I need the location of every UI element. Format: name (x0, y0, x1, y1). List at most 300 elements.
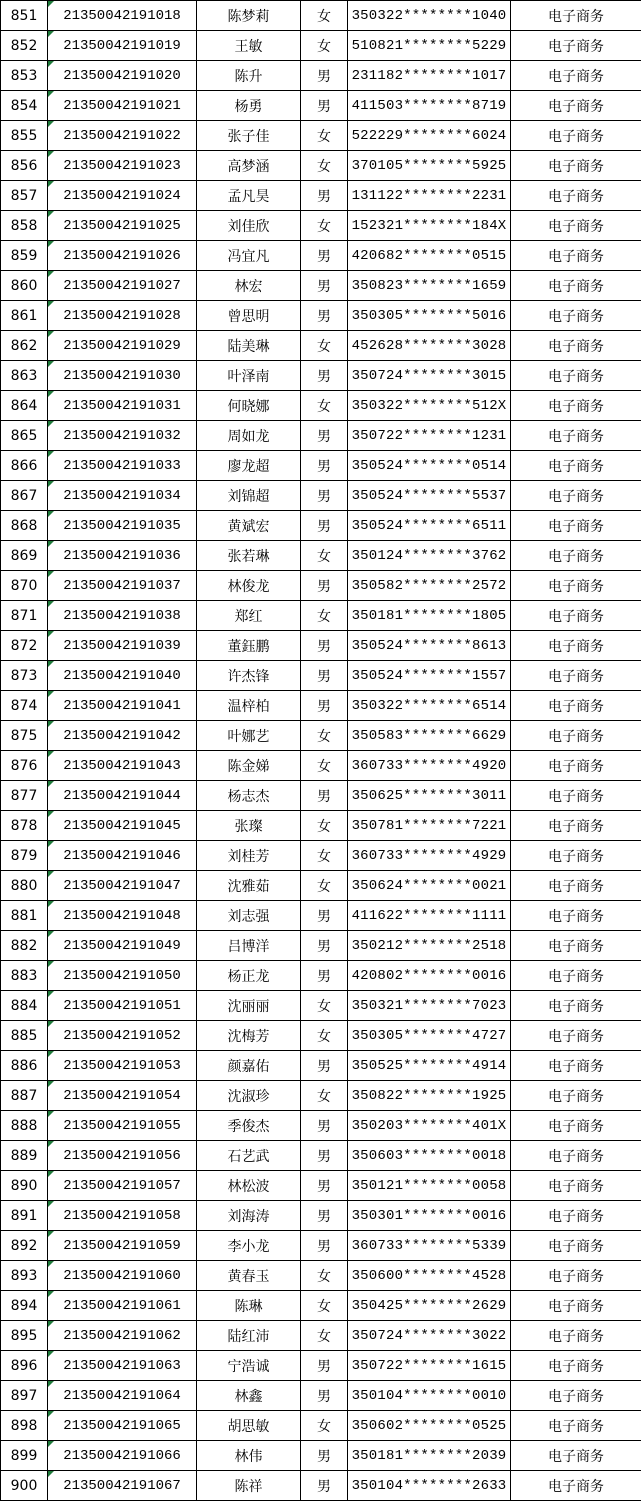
student-id-cell[interactable]: 21350042191027 (48, 271, 197, 301)
name-cell[interactable]: 陈梦莉 (197, 1, 301, 31)
row-number-cell[interactable]: 860 (1, 271, 48, 301)
major-cell[interactable]: 电子商务 (511, 241, 641, 271)
student-id-cell[interactable]: 21350042191049 (48, 931, 197, 961)
major-cell[interactable]: 电子商务 (511, 1111, 641, 1141)
row-number-cell[interactable]: 890 (1, 1171, 48, 1201)
name-cell[interactable]: 林宏 (197, 271, 301, 301)
name-cell[interactable]: 曾思明 (197, 301, 301, 331)
id-card-cell[interactable]: 370105********5925 (348, 151, 511, 181)
name-cell[interactable]: 陆红沛 (197, 1321, 301, 1351)
student-id-cell[interactable]: 21350042191064 (48, 1381, 197, 1411)
row-number-cell[interactable]: 867 (1, 481, 48, 511)
name-cell[interactable]: 刘锦超 (197, 481, 301, 511)
major-cell[interactable]: 电子商务 (511, 121, 641, 151)
row-number-cell[interactable]: 872 (1, 631, 48, 661)
name-cell[interactable]: 孟凡昊 (197, 181, 301, 211)
gender-cell[interactable]: 女 (301, 841, 348, 871)
student-id-cell[interactable]: 21350042191040 (48, 661, 197, 691)
id-card-cell[interactable]: 522229********6024 (348, 121, 511, 151)
name-cell[interactable]: 叶泽南 (197, 361, 301, 391)
id-card-cell[interactable]: 510821********5229 (348, 31, 511, 61)
name-cell[interactable]: 沈梅芳 (197, 1021, 301, 1051)
row-number-cell[interactable]: 891 (1, 1201, 48, 1231)
gender-cell[interactable]: 女 (301, 721, 348, 751)
id-card-cell[interactable]: 420802********0016 (348, 961, 511, 991)
gender-cell[interactable]: 男 (301, 361, 348, 391)
row-number-cell[interactable]: 879 (1, 841, 48, 871)
id-card-cell[interactable]: 350624********0021 (348, 871, 511, 901)
name-cell[interactable]: 杨志杰 (197, 781, 301, 811)
gender-cell[interactable]: 男 (301, 781, 348, 811)
major-cell[interactable]: 电子商务 (511, 1351, 641, 1381)
gender-cell[interactable]: 女 (301, 151, 348, 181)
name-cell[interactable]: 陈升 (197, 61, 301, 91)
id-card-cell[interactable]: 350322********1040 (348, 1, 511, 31)
student-id-cell[interactable]: 21350042191045 (48, 811, 197, 841)
name-cell[interactable]: 郑红 (197, 601, 301, 631)
major-cell[interactable]: 电子商务 (511, 31, 641, 61)
name-cell[interactable]: 张璨 (197, 811, 301, 841)
id-card-cell[interactable]: 350181********2039 (348, 1441, 511, 1471)
row-number-cell[interactable]: 897 (1, 1381, 48, 1411)
student-id-cell[interactable]: 21350042191060 (48, 1261, 197, 1291)
id-card-cell[interactable]: 350724********3022 (348, 1321, 511, 1351)
student-id-cell[interactable]: 21350042191057 (48, 1171, 197, 1201)
gender-cell[interactable]: 男 (301, 1471, 348, 1501)
student-id-cell[interactable]: 21350042191035 (48, 511, 197, 541)
name-cell[interactable]: 沈丽丽 (197, 991, 301, 1021)
major-cell[interactable]: 电子商务 (511, 541, 641, 571)
major-cell[interactable]: 电子商务 (511, 1201, 641, 1231)
major-cell[interactable]: 电子商务 (511, 61, 641, 91)
id-card-cell[interactable]: 360733********4920 (348, 751, 511, 781)
id-card-cell[interactable]: 360733********4929 (348, 841, 511, 871)
gender-cell[interactable]: 女 (301, 991, 348, 1021)
row-number-cell[interactable]: 884 (1, 991, 48, 1021)
name-cell[interactable]: 黄斌宏 (197, 511, 301, 541)
gender-cell[interactable]: 女 (301, 211, 348, 241)
gender-cell[interactable]: 男 (301, 1141, 348, 1171)
name-cell[interactable]: 林鑫 (197, 1381, 301, 1411)
id-card-cell[interactable]: 350124********3762 (348, 541, 511, 571)
student-id-cell[interactable]: 21350042191065 (48, 1411, 197, 1441)
row-number-cell[interactable]: 898 (1, 1411, 48, 1441)
id-card-cell[interactable]: 350305********4727 (348, 1021, 511, 1051)
gender-cell[interactable]: 男 (301, 271, 348, 301)
name-cell[interactable]: 董鈺鹏 (197, 631, 301, 661)
row-number-cell[interactable]: 854 (1, 91, 48, 121)
student-id-cell[interactable]: 21350042191047 (48, 871, 197, 901)
major-cell[interactable]: 电子商务 (511, 1, 641, 31)
gender-cell[interactable]: 女 (301, 1021, 348, 1051)
name-cell[interactable]: 沈淑珍 (197, 1081, 301, 1111)
name-cell[interactable]: 冯宜凡 (197, 241, 301, 271)
row-number-cell[interactable]: 881 (1, 901, 48, 931)
major-cell[interactable]: 电子商务 (511, 781, 641, 811)
id-card-cell[interactable]: 350524********1557 (348, 661, 511, 691)
id-card-cell[interactable]: 350181********1805 (348, 601, 511, 631)
student-id-cell[interactable]: 21350042191055 (48, 1111, 197, 1141)
gender-cell[interactable]: 女 (301, 1291, 348, 1321)
name-cell[interactable]: 林伟 (197, 1441, 301, 1471)
student-id-cell[interactable]: 21350042191032 (48, 421, 197, 451)
gender-cell[interactable]: 男 (301, 1201, 348, 1231)
student-id-cell[interactable]: 21350042191066 (48, 1441, 197, 1471)
gender-cell[interactable]: 男 (301, 691, 348, 721)
gender-cell[interactable]: 男 (301, 301, 348, 331)
row-number-cell[interactable]: 852 (1, 31, 48, 61)
major-cell[interactable]: 电子商务 (511, 361, 641, 391)
gender-cell[interactable]: 男 (301, 571, 348, 601)
student-id-cell[interactable]: 21350042191042 (48, 721, 197, 751)
gender-cell[interactable]: 男 (301, 91, 348, 121)
student-id-cell[interactable]: 21350042191020 (48, 61, 197, 91)
gender-cell[interactable]: 男 (301, 961, 348, 991)
name-cell[interactable]: 宁浩诚 (197, 1351, 301, 1381)
row-number-cell[interactable]: 895 (1, 1321, 48, 1351)
major-cell[interactable]: 电子商务 (511, 271, 641, 301)
student-id-cell[interactable]: 21350042191033 (48, 451, 197, 481)
gender-cell[interactable]: 男 (301, 1051, 348, 1081)
major-cell[interactable]: 电子商务 (511, 1021, 641, 1051)
gender-cell[interactable]: 男 (301, 241, 348, 271)
gender-cell[interactable]: 男 (301, 1351, 348, 1381)
id-card-cell[interactable]: 350524********5537 (348, 481, 511, 511)
row-number-cell[interactable]: 894 (1, 1291, 48, 1321)
major-cell[interactable]: 电子商务 (511, 391, 641, 421)
major-cell[interactable]: 电子商务 (511, 151, 641, 181)
gender-cell[interactable]: 男 (301, 931, 348, 961)
name-cell[interactable]: 刘海涛 (197, 1201, 301, 1231)
student-id-cell[interactable]: 21350042191052 (48, 1021, 197, 1051)
id-card-cell[interactable]: 350524********0514 (348, 451, 511, 481)
id-card-cell[interactable]: 350524********8613 (348, 631, 511, 661)
gender-cell[interactable]: 女 (301, 1321, 348, 1351)
gender-cell[interactable]: 男 (301, 61, 348, 91)
row-number-cell[interactable]: 862 (1, 331, 48, 361)
row-number-cell[interactable]: 885 (1, 1021, 48, 1051)
id-card-cell[interactable]: 152321********184X (348, 211, 511, 241)
student-id-cell[interactable]: 21350042191041 (48, 691, 197, 721)
student-id-cell[interactable]: 21350042191026 (48, 241, 197, 271)
name-cell[interactable]: 李小龙 (197, 1231, 301, 1261)
gender-cell[interactable]: 女 (301, 811, 348, 841)
row-number-cell[interactable]: 861 (1, 301, 48, 331)
major-cell[interactable]: 电子商务 (511, 721, 641, 751)
row-number-cell[interactable]: 886 (1, 1051, 48, 1081)
major-cell[interactable]: 电子商务 (511, 871, 641, 901)
row-number-cell[interactable]: 874 (1, 691, 48, 721)
id-card-cell[interactable]: 350781********7221 (348, 811, 511, 841)
id-card-cell[interactable]: 350322********6514 (348, 691, 511, 721)
name-cell[interactable]: 沈雅茹 (197, 871, 301, 901)
name-cell[interactable]: 陈琳 (197, 1291, 301, 1321)
major-cell[interactable]: 电子商务 (511, 1381, 641, 1411)
row-number-cell[interactable]: 893 (1, 1261, 48, 1291)
id-card-cell[interactable]: 411503********8719 (348, 91, 511, 121)
major-cell[interactable]: 电子商务 (511, 751, 641, 781)
row-number-cell[interactable]: 853 (1, 61, 48, 91)
row-number-cell[interactable]: 863 (1, 361, 48, 391)
student-id-cell[interactable]: 21350042191024 (48, 181, 197, 211)
gender-cell[interactable]: 女 (301, 1, 348, 31)
row-number-cell[interactable]: 869 (1, 541, 48, 571)
major-cell[interactable]: 电子商务 (511, 1141, 641, 1171)
name-cell[interactable]: 石艺武 (197, 1141, 301, 1171)
id-card-cell[interactable]: 131122********2231 (348, 181, 511, 211)
student-id-cell[interactable]: 21350042191061 (48, 1291, 197, 1321)
row-number-cell[interactable]: 876 (1, 751, 48, 781)
gender-cell[interactable]: 女 (301, 1411, 348, 1441)
row-number-cell[interactable]: 871 (1, 601, 48, 631)
gender-cell[interactable]: 男 (301, 1381, 348, 1411)
student-id-cell[interactable]: 21350042191037 (48, 571, 197, 601)
row-number-cell[interactable]: 870 (1, 571, 48, 601)
id-card-cell[interactable]: 350722********1231 (348, 421, 511, 451)
row-number-cell[interactable]: 882 (1, 931, 48, 961)
name-cell[interactable]: 胡思敏 (197, 1411, 301, 1441)
gender-cell[interactable]: 女 (301, 871, 348, 901)
row-number-cell[interactable]: 896 (1, 1351, 48, 1381)
student-id-cell[interactable]: 21350042191058 (48, 1201, 197, 1231)
major-cell[interactable]: 电子商务 (511, 331, 641, 361)
id-card-cell[interactable]: 420682********0515 (348, 241, 511, 271)
major-cell[interactable]: 电子商务 (511, 1291, 641, 1321)
row-number-cell[interactable]: 851 (1, 1, 48, 31)
id-card-cell[interactable]: 350322********512X (348, 391, 511, 421)
name-cell[interactable]: 周如龙 (197, 421, 301, 451)
student-id-cell[interactable]: 21350042191044 (48, 781, 197, 811)
row-number-cell[interactable]: 866 (1, 451, 48, 481)
row-number-cell[interactable]: 868 (1, 511, 48, 541)
student-id-cell[interactable]: 21350042191019 (48, 31, 197, 61)
name-cell[interactable]: 吕博洋 (197, 931, 301, 961)
name-cell[interactable]: 季俊杰 (197, 1111, 301, 1141)
row-number-cell[interactable]: 865 (1, 421, 48, 451)
id-card-cell[interactable]: 350524********6511 (348, 511, 511, 541)
row-number-cell[interactable]: 888 (1, 1111, 48, 1141)
student-id-cell[interactable]: 21350042191034 (48, 481, 197, 511)
name-cell[interactable]: 林松波 (197, 1171, 301, 1201)
student-id-cell[interactable]: 21350042191036 (48, 541, 197, 571)
major-cell[interactable]: 电子商务 (511, 841, 641, 871)
student-id-cell[interactable]: 21350042191059 (48, 1231, 197, 1261)
student-id-cell[interactable]: 21350042191021 (48, 91, 197, 121)
id-card-cell[interactable]: 350603********0018 (348, 1141, 511, 1171)
student-id-cell[interactable]: 21350042191056 (48, 1141, 197, 1171)
id-card-cell[interactable]: 411622********1111 (348, 901, 511, 931)
student-id-cell[interactable]: 21350042191028 (48, 301, 197, 331)
row-number-cell[interactable]: 892 (1, 1231, 48, 1261)
major-cell[interactable]: 电子商务 (511, 1471, 641, 1501)
name-cell[interactable]: 高梦涵 (197, 151, 301, 181)
row-number-cell[interactable]: 855 (1, 121, 48, 151)
student-id-cell[interactable]: 21350042191029 (48, 331, 197, 361)
name-cell[interactable]: 黄春玉 (197, 1261, 301, 1291)
id-card-cell[interactable]: 350104********0010 (348, 1381, 511, 1411)
row-number-cell[interactable]: 880 (1, 871, 48, 901)
name-cell[interactable]: 刘桂芳 (197, 841, 301, 871)
name-cell[interactable]: 张子佳 (197, 121, 301, 151)
id-card-cell[interactable]: 350212********2518 (348, 931, 511, 961)
major-cell[interactable]: 电子商务 (511, 661, 641, 691)
id-card-cell[interactable]: 350625********3011 (348, 781, 511, 811)
gender-cell[interactable]: 女 (301, 121, 348, 151)
gender-cell[interactable]: 男 (301, 631, 348, 661)
major-cell[interactable]: 电子商务 (511, 961, 641, 991)
name-cell[interactable]: 张若琳 (197, 541, 301, 571)
id-card-cell[interactable]: 350203********401X (348, 1111, 511, 1141)
name-cell[interactable]: 杨勇 (197, 91, 301, 121)
student-id-cell[interactable]: 21350042191062 (48, 1321, 197, 1351)
id-card-cell[interactable]: 350121********0058 (348, 1171, 511, 1201)
student-id-cell[interactable]: 21350042191023 (48, 151, 197, 181)
name-cell[interactable]: 陈金娣 (197, 751, 301, 781)
gender-cell[interactable]: 女 (301, 1081, 348, 1111)
gender-cell[interactable]: 男 (301, 1231, 348, 1261)
gender-cell[interactable]: 女 (301, 751, 348, 781)
id-card-cell[interactable]: 350525********4914 (348, 1051, 511, 1081)
gender-cell[interactable]: 男 (301, 901, 348, 931)
name-cell[interactable]: 温梓柏 (197, 691, 301, 721)
student-id-cell[interactable]: 21350042191067 (48, 1471, 197, 1501)
name-cell[interactable]: 杨正龙 (197, 961, 301, 991)
name-cell[interactable]: 陈祥 (197, 1471, 301, 1501)
major-cell[interactable]: 电子商务 (511, 1051, 641, 1081)
id-card-cell[interactable]: 350600********4528 (348, 1261, 511, 1291)
student-id-cell[interactable]: 21350042191050 (48, 961, 197, 991)
major-cell[interactable]: 电子商务 (511, 211, 641, 241)
name-cell[interactable]: 林俊龙 (197, 571, 301, 601)
name-cell[interactable]: 廖龙超 (197, 451, 301, 481)
student-id-cell[interactable]: 21350042191030 (48, 361, 197, 391)
major-cell[interactable]: 电子商务 (511, 451, 641, 481)
student-id-cell[interactable]: 21350042191038 (48, 601, 197, 631)
major-cell[interactable]: 电子商务 (511, 1231, 641, 1261)
major-cell[interactable]: 电子商务 (511, 511, 641, 541)
gender-cell[interactable]: 女 (301, 541, 348, 571)
row-number-cell[interactable]: 900 (1, 1471, 48, 1501)
name-cell[interactable]: 王敏 (197, 31, 301, 61)
gender-cell[interactable]: 男 (301, 181, 348, 211)
gender-cell[interactable]: 男 (301, 661, 348, 691)
row-number-cell[interactable]: 899 (1, 1441, 48, 1471)
major-cell[interactable]: 电子商务 (511, 1411, 641, 1441)
student-id-cell[interactable]: 21350042191022 (48, 121, 197, 151)
row-number-cell[interactable]: 883 (1, 961, 48, 991)
major-cell[interactable]: 电子商务 (511, 901, 641, 931)
id-card-cell[interactable]: 350724********3015 (348, 361, 511, 391)
student-id-cell[interactable]: 21350042191053 (48, 1051, 197, 1081)
major-cell[interactable]: 电子商务 (511, 811, 641, 841)
id-card-cell[interactable]: 350722********1615 (348, 1351, 511, 1381)
row-number-cell[interactable]: 856 (1, 151, 48, 181)
gender-cell[interactable]: 女 (301, 601, 348, 631)
major-cell[interactable]: 电子商务 (511, 301, 641, 331)
gender-cell[interactable]: 男 (301, 451, 348, 481)
name-cell[interactable]: 何晓娜 (197, 391, 301, 421)
major-cell[interactable]: 电子商务 (511, 91, 641, 121)
gender-cell[interactable]: 男 (301, 1441, 348, 1471)
gender-cell[interactable]: 男 (301, 481, 348, 511)
id-card-cell[interactable]: 350301********0016 (348, 1201, 511, 1231)
student-id-cell[interactable]: 21350042191031 (48, 391, 197, 421)
student-id-cell[interactable]: 21350042191051 (48, 991, 197, 1021)
student-id-cell[interactable]: 21350042191025 (48, 211, 197, 241)
student-id-cell[interactable]: 21350042191048 (48, 901, 197, 931)
name-cell[interactable]: 刘志强 (197, 901, 301, 931)
row-number-cell[interactable]: 875 (1, 721, 48, 751)
row-number-cell[interactable]: 857 (1, 181, 48, 211)
name-cell[interactable]: 陆美琳 (197, 331, 301, 361)
name-cell[interactable]: 刘佳欣 (197, 211, 301, 241)
row-number-cell[interactable]: 887 (1, 1081, 48, 1111)
student-id-cell[interactable]: 21350042191046 (48, 841, 197, 871)
major-cell[interactable]: 电子商务 (511, 1081, 641, 1111)
id-card-cell[interactable]: 350823********1659 (348, 271, 511, 301)
id-card-cell[interactable]: 350822********1925 (348, 1081, 511, 1111)
major-cell[interactable]: 电子商务 (511, 421, 641, 451)
major-cell[interactable]: 电子商务 (511, 601, 641, 631)
name-cell[interactable]: 颜嘉佑 (197, 1051, 301, 1081)
row-number-cell[interactable]: 878 (1, 811, 48, 841)
id-card-cell[interactable]: 452628********3028 (348, 331, 511, 361)
gender-cell[interactable]: 男 (301, 511, 348, 541)
id-card-cell[interactable]: 350582********2572 (348, 571, 511, 601)
id-card-cell[interactable]: 350425********2629 (348, 1291, 511, 1321)
row-number-cell[interactable]: 858 (1, 211, 48, 241)
major-cell[interactable]: 电子商务 (511, 571, 641, 601)
id-card-cell[interactable]: 350305********5016 (348, 301, 511, 331)
row-number-cell[interactable]: 864 (1, 391, 48, 421)
student-id-cell[interactable]: 21350042191039 (48, 631, 197, 661)
row-number-cell[interactable]: 889 (1, 1141, 48, 1171)
gender-cell[interactable]: 男 (301, 421, 348, 451)
id-card-cell[interactable]: 350602********0525 (348, 1411, 511, 1441)
gender-cell[interactable]: 男 (301, 1111, 348, 1141)
student-id-cell[interactable]: 21350042191018 (48, 1, 197, 31)
major-cell[interactable]: 电子商务 (511, 481, 641, 511)
major-cell[interactable]: 电子商务 (511, 1261, 641, 1291)
major-cell[interactable]: 电子商务 (511, 631, 641, 661)
major-cell[interactable]: 电子商务 (511, 991, 641, 1021)
major-cell[interactable]: 电子商务 (511, 1321, 641, 1351)
student-id-cell[interactable]: 21350042191043 (48, 751, 197, 781)
id-card-cell[interactable]: 350321********7023 (348, 991, 511, 1021)
gender-cell[interactable]: 女 (301, 391, 348, 421)
row-number-cell[interactable]: 859 (1, 241, 48, 271)
student-id-cell[interactable]: 21350042191063 (48, 1351, 197, 1381)
major-cell[interactable]: 电子商务 (511, 931, 641, 961)
id-card-cell[interactable]: 231182********1017 (348, 61, 511, 91)
row-number-cell[interactable]: 877 (1, 781, 48, 811)
gender-cell[interactable]: 女 (301, 1261, 348, 1291)
major-cell[interactable]: 电子商务 (511, 691, 641, 721)
name-cell[interactable]: 叶娜艺 (197, 721, 301, 751)
student-id-cell[interactable]: 21350042191054 (48, 1081, 197, 1111)
gender-cell[interactable]: 男 (301, 1171, 348, 1201)
gender-cell[interactable]: 女 (301, 31, 348, 61)
row-number-cell[interactable]: 873 (1, 661, 48, 691)
id-card-cell[interactable]: 350583********6629 (348, 721, 511, 751)
id-card-cell[interactable]: 360733********5339 (348, 1231, 511, 1261)
major-cell[interactable]: 电子商务 (511, 1171, 641, 1201)
gender-cell[interactable]: 女 (301, 331, 348, 361)
major-cell[interactable]: 电子商务 (511, 1441, 641, 1471)
major-cell[interactable]: 电子商务 (511, 181, 641, 211)
name-cell[interactable]: 许杰锋 (197, 661, 301, 691)
id-card-cell[interactable]: 350104********2633 (348, 1471, 511, 1501)
